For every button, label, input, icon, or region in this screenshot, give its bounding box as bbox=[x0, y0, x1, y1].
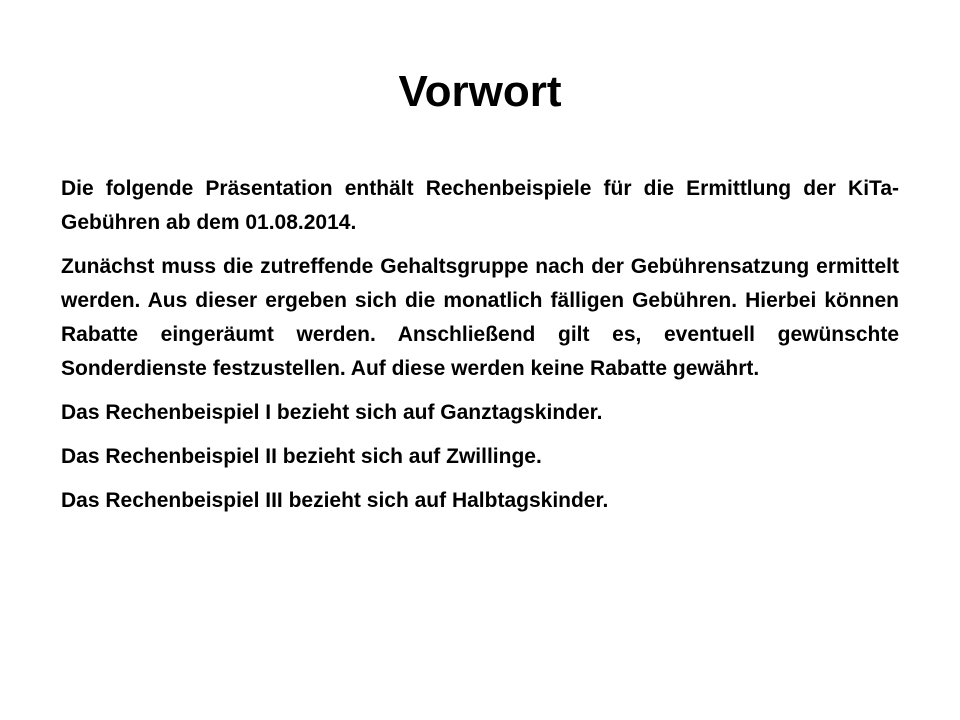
paragraph-example-1: Das Rechenbeispiel I bezieht sich auf Ganztagskinder. bbox=[61, 401, 603, 424]
paragraph-intro: Die folgende Präsentation enthält Rechenbeispiele für die Ermittlung der KiTa-Gebühren ab dem 01.08.2014. bbox=[61, 177, 899, 234]
slide-body bbox=[61, 172, 899, 528]
paragraph-example-3: Das Rechenbeispiel III bezieht sich auf Halbtagskinder. bbox=[61, 489, 609, 512]
paragraph-procedure: Zunächst muss die zutreffende Gehaltsgruppe nach der Gebührensatzung ermittelt werden. Aus dieser ergeben sich die monatlich fälligen Gebühren. Hierbei können Rabatte eingeräumt werden. Anschließend gilt es, eventuell gewünschte Sonderdienste festzustellen. Auf diese werden keine Rabatte gewährt. bbox=[61, 255, 899, 380]
slide-title: Vorwort bbox=[398, 67, 562, 116]
paragraph-example-2: Das Rechenbeispiel II bezieht sich auf Zwillinge. bbox=[61, 445, 542, 468]
